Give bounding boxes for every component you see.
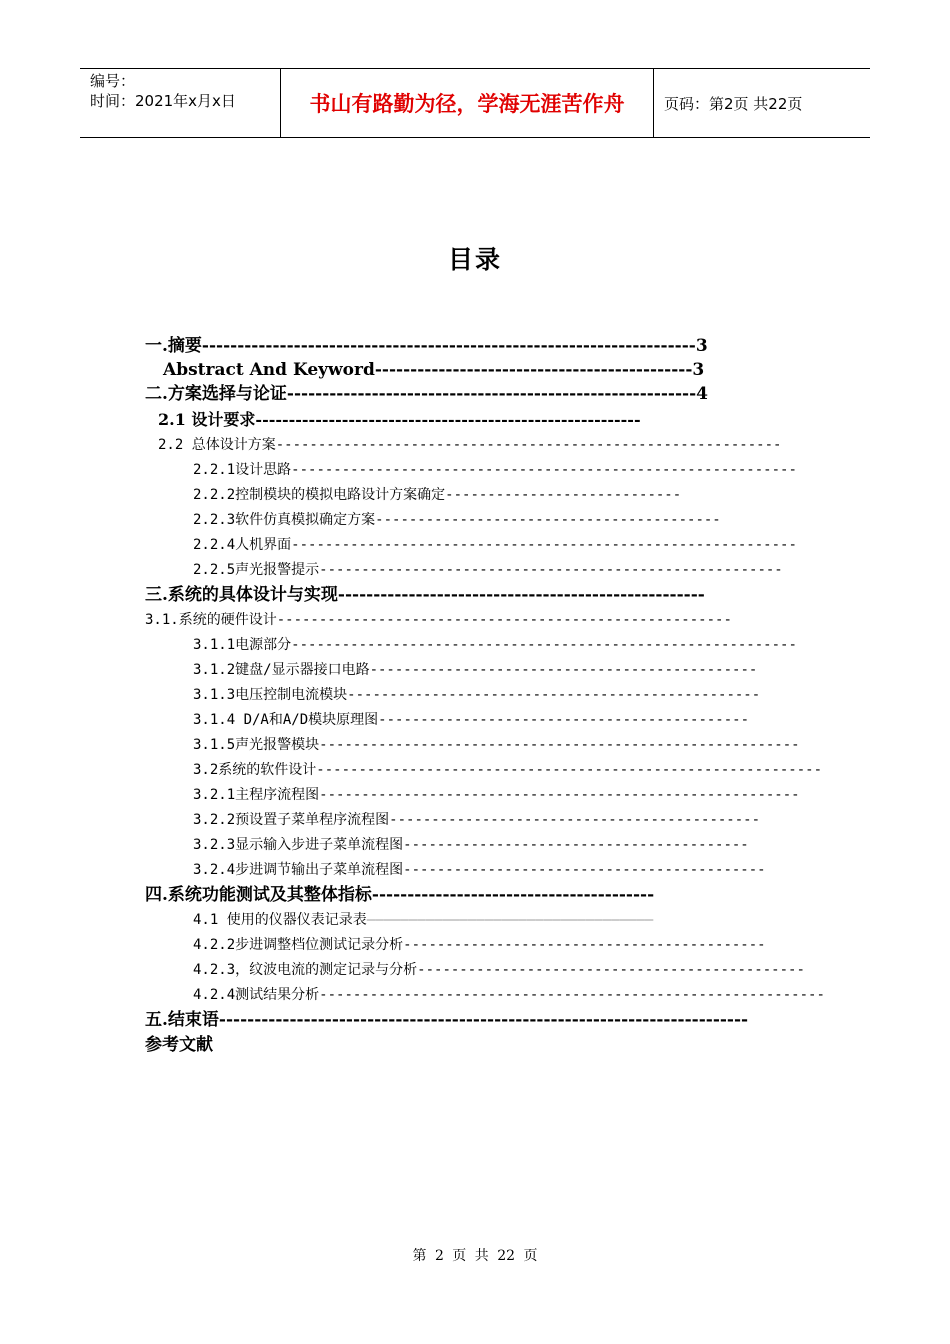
toc-entry-leader: ------------------------------------------------------------ [291, 462, 797, 478]
toc-entry-leader: ----------------------------------------- [375, 512, 721, 528]
toc-entry-leader: ------------------------------------------------- [347, 687, 761, 703]
toc-entry-label: 二.方案选择与论证 [145, 384, 287, 404]
toc-entry-label: 五.结束语 [145, 1010, 219, 1030]
toc-entry-leader: ----------------------------------------- [403, 837, 749, 853]
toc-entry [193, 683, 761, 707]
toc-entry-leader: --------------------------------------------- [374, 360, 693, 380]
toc-entry [145, 334, 708, 358]
toc-entry-leader: ------------------------------------------------------------ [291, 537, 797, 553]
toc-entry-label: 3.2.2预设置子菜单程序流程图 [193, 812, 390, 828]
toc-entry-label: 2.2.1设计思路 [193, 462, 292, 478]
page-footer: 第 2 页 共 22 页 [412, 1248, 538, 1264]
toc-entry-leader: ------------------------------------------- [403, 937, 766, 953]
toc-entry-leader: ------------------------------------------------------------ [319, 987, 825, 1003]
toc-entry-leader: ------------------------------------------------------------ [291, 637, 797, 653]
toc-entry-leader: -------------------------------------------- [389, 812, 761, 828]
toc-entry-leader: ------------------------------------------------------------ [275, 437, 782, 453]
toc-entry-label: 3.1.2键盘/显示器接口电路 [193, 662, 370, 678]
toc-entry-leader: ------------------------------------------------------ [276, 612, 732, 628]
toc-entry [145, 1008, 749, 1032]
toc-entry-label: 三.系统的具体设计与实现 [145, 585, 338, 605]
toc-entry [193, 758, 823, 782]
toc-entry-page: 3 [695, 336, 708, 356]
toc-entry-leader: ------------------------------------------- [403, 862, 766, 878]
header-meta [80, 69, 281, 137]
toc-entry-label: 3.1.4 D/A和A/D模块原理图 [193, 712, 379, 728]
toc-entry [193, 983, 825, 1007]
toc-entry [145, 382, 708, 406]
toc-entry-label: 2.2.4人机界面 [193, 537, 292, 553]
toc-entry-leader: --------------------------------------------------------- [319, 787, 800, 803]
toc-entry-leader: —————————————————————————————————— [366, 912, 654, 928]
toc-entry [193, 858, 766, 882]
toc-entry [158, 408, 641, 432]
toc-entry [145, 608, 732, 632]
toc-entry [193, 483, 682, 507]
header-page-info: 页码：第2页 共22页 [664, 94, 803, 113]
toc-entry-label: 3.2.3显示输入步进子菜单流程图 [193, 837, 404, 853]
toc-entry [193, 908, 653, 932]
toc-entry [193, 708, 750, 732]
toc-entry-label: 2.2.2控制模块的模拟电路设计方案确定 [193, 487, 446, 503]
toc-entry-leader: ------------------------------------------------------- [319, 562, 783, 578]
toc-entry-label: 2.2 总体设计方案 [158, 437, 276, 453]
toc-entry-leader: ------------------------------------------------------------ [316, 762, 823, 778]
toc-entry [193, 808, 761, 832]
toc-entry-leader: ---------------------------------------------- [417, 962, 805, 978]
toc-entry-label: 一.摘要 [145, 336, 202, 356]
toc-entry-label: 2.2.3软件仿真模拟确定方案 [193, 512, 376, 528]
toc-entry-leader: --------------------------------------------------------------------------- [218, 1010, 749, 1030]
toc-entry [163, 358, 705, 382]
toc-entry-label: 4.2.2步进调整档位测试记录分析 [193, 937, 404, 953]
toc-entry-label: 四.系统功能测试及其整体指标 [145, 885, 372, 905]
toc-entry [145, 883, 654, 907]
toc-entry-label: 3.2系统的软件设计 [193, 762, 317, 778]
toc-entry [145, 583, 705, 607]
toc-entry-label: 3.1.3电压控制电流模块 [193, 687, 348, 703]
toc-entry-label: 3.2.4步进调节输出子菜单流程图 [193, 862, 404, 878]
document-header [80, 68, 870, 138]
toc-entry-leader: ---------------------------------------------------- [337, 585, 705, 605]
toc-entry [158, 433, 782, 457]
toc-entry-leader: ---------------------------------------------- [369, 662, 758, 678]
toc-entry-leader: ---------------------------- [445, 487, 682, 503]
toc-entry [193, 633, 797, 657]
toc-entry-label: 3.1.5声光报警模块 [193, 737, 320, 753]
toc-entry-leader: ---------------------------------------------------------- [286, 384, 697, 404]
header-motto: 书山有路勤为径，学海无涯苦作舟 [281, 69, 654, 137]
toc-entry-leader: -------------------------------------------- [378, 712, 750, 728]
toc-entry-label: 4.2.4测试结果分析 [193, 987, 320, 1003]
toc-entry [193, 458, 797, 482]
toc-entry-page: 3 [692, 360, 705, 380]
toc-entry [193, 933, 766, 957]
toc-entry [193, 783, 800, 807]
toc-entry-leader: ---------------------------------------------------------------------- [201, 336, 696, 356]
toc-entry-label: 2.1 设计要求 [158, 410, 256, 429]
toc-entry [193, 508, 721, 532]
toc-entry-label: Abstract And Keyword [163, 360, 375, 380]
toc-entry-label: 3.1.1电源部分 [193, 637, 292, 653]
toc-entry [193, 658, 758, 682]
toc-entry-leader: ---------------------------------------- [371, 885, 655, 905]
toc-entry [193, 958, 805, 982]
toc-entry-label: 3.2.1主程序流程图 [193, 787, 320, 803]
toc-entry-leader: --------------------------------------------------------- [319, 737, 800, 753]
toc-entry [193, 558, 783, 582]
toc-entry-leader: ---------------------------------------------------------- [255, 410, 641, 429]
toc-entry-label: 参考文献 [145, 1035, 213, 1055]
toc-entry [193, 833, 749, 857]
header-time-label: 时间：2021年x月x日 [90, 92, 236, 110]
toc-entry [193, 733, 800, 757]
toc-entry [145, 1033, 213, 1057]
toc-entry-page: 4 [696, 384, 708, 404]
toc-entry-label: 4.2.3，纹波电流的测定记录与分析 [193, 962, 418, 978]
toc-entry-label: 2.2.5声光报警提示 [193, 562, 320, 578]
toc-entry-label: 4.1 使用的仪器仪表记录表 [193, 912, 367, 928]
page-title: 目录 [447, 245, 502, 274]
toc-entry-label: 3.1.系统的硬件设计 [145, 612, 277, 628]
header-number-label: 编号： [90, 72, 136, 90]
toc-entry [193, 533, 797, 557]
